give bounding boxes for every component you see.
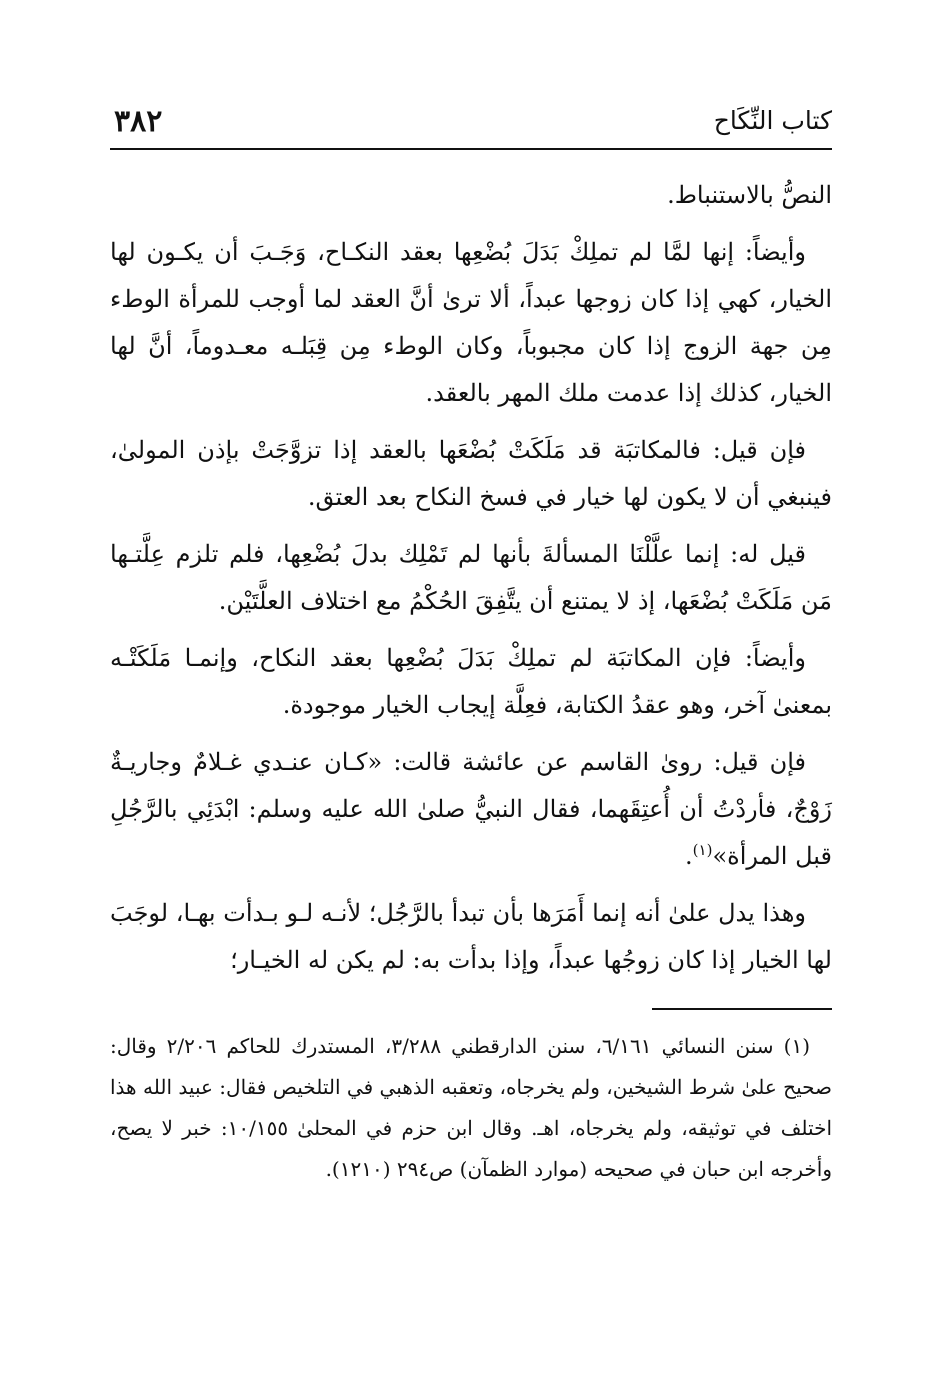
paragraph: قيل له: إنما علَّلْنَا المسألةَ بأنها لم تَمْلِك بدلَ بُضْعِها، فلم تلزم عِلَّتـها مَن مَلَكَتْ بُضْعَها، إذ لا يمتنع أن يتَّفِقَ الحُكْمُ مع اختلاف العلَّتَيْن. (110, 540, 832, 615)
footnote-reference: (١) (692, 841, 713, 859)
footnote-separator (652, 1008, 832, 1010)
page-number: ٣٨٢ (114, 104, 163, 139)
paragraph: وهذا يدل علىٰ أنه إنما أَمَرَها بأن تبدأ بالرَّجُل؛ لأنـه لـو بـدأت بهـا، لوجَبَ لها الخيار إذا كان زوجُها عبداً، وإذا بدأت به: لم يكن له الخيـار؛ (110, 899, 832, 974)
footnote-1: (١) سنن النسائي ٦/١٦١، سنن الدارقطني ٣/٢٨٨، المستدرك للحاكم ٢/٢٠٦ وقال: صحيح علىٰ شرط الشيخين، ولم يخرجاه، وتعقبه الذهبي في التلخيص فقال: عبيد الله هذا اختلف في توثيقه، ولم يخرجاه، اهـ. وقال ابن حزم في المحلىٰ ١٠/١٥٥: خبر لا يصح، وأخرجه ابن حبان في صحيحه (موارد الظمآن) ص٢٩٤ (١٢١٠). (110, 1034, 832, 1181)
book-page (110, 0, 832, 1381)
paragraph: وأيضاً: فإن المكاتبَة لم تملِكْ بَدَلَ بُضْعِها بعقد النكاح، وإنمـا مَلَكَتْـه بمعنىٰ آخر، وهو عقدُ الكتابة، فعِلَّة إيجاب الخيار موجودة. (110, 644, 832, 719)
footnotes (110, 1026, 832, 1190)
paragraph: النصُّ بالاستنباط. (667, 181, 832, 209)
page-header (110, 96, 832, 150)
paragraph: وأيضاً: إنها لمَّا لم تملِكْ بَدَلَ بُضْعِها بعقد النكـاح، وَجَـبَ أن يكـون لها الخيار، كهي إذا كان زوجها عبداً، ألا ترىٰ أنَّ العقد لما أوجب للمرأة الوطء مِن جهة الزوج إذا كان مجبوباً، وكان الوطء مِن قِبَلـه معـدوماً، أنَّ لها الخيار، كذلك إذا عدمت ملك المهر بالعقد. (110, 238, 833, 407)
paragraph-text: فإن قيل: رویٰ القاسم عن عائشة قالت: «كـان عنـدي غـلامٌ وجاريـةٌ زَوْجٌ، فأردْتُ أن أُعتِقَهما، فقال النبيُّ صلىٰ الله عليه وسلم: ابْدَئِي بالرَّجُلِ قبل المرأة» (110, 748, 832, 870)
paragraph: فإن قيل: فالمكاتبَة قد مَلَكَتْ بُضْعَها بالعقد إذا تزوَّجَتْ بإذن المولىٰ، فينبغي أن لا يكون لها خيار في فسخ النكاح بعد العتق. (110, 436, 832, 511)
quote-end-punctuation: . (685, 842, 693, 870)
paragraph-with-footnote (110, 739, 832, 880)
chapter-title: كتاب النِّكَاح (713, 106, 832, 135)
main-text (110, 172, 832, 994)
